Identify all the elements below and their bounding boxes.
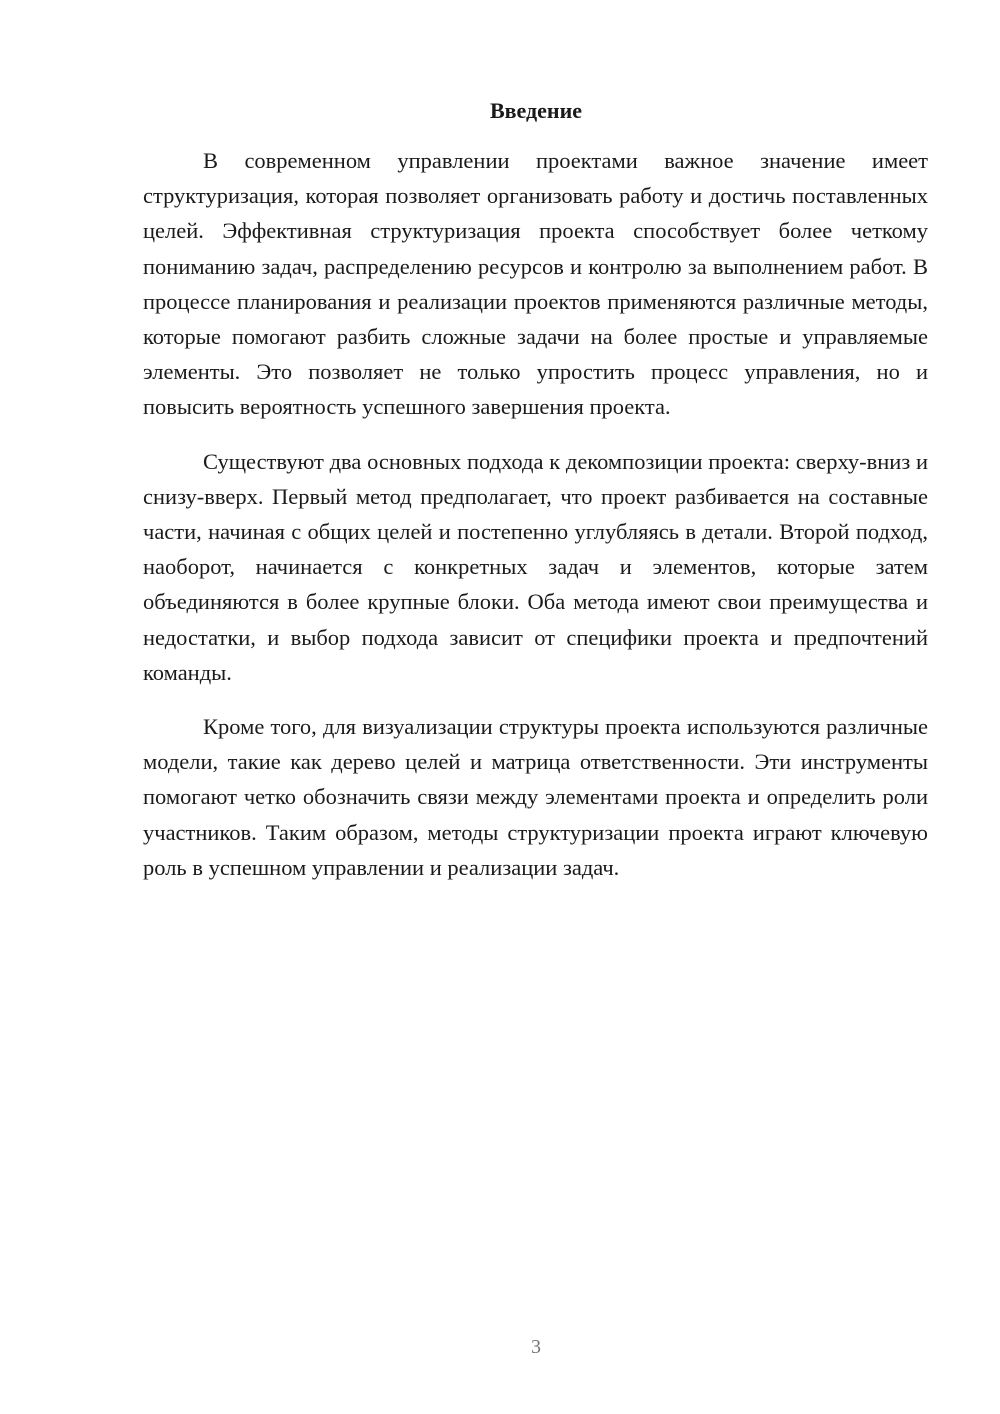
body-text	[143, 143, 928, 885]
paragraph-3: Кроме того, для визуализации структуры проекта используются различные модели, такие как дерево целей и матрица ответственности. Эти инструменты помогают четко обозначить связи между элементами проекта и определить роли участников. Таким образом, методы структуризации проекта играют ключевую роль в успешном управлении и реализации задач.	[143, 714, 928, 880]
paragraph-2: Существуют два основных подхода к декомпозиции проекта: сверху-вниз и снизу-вверх. Первый метод предполагает, что проект разбивается на составные части, начиная с общих целей и постепенно углубляясь в детали. Второй подход, наоборот, начинается с конкретных задач и элементов, которые затем объединяются в более крупные блоки. Оба метода имеют свои преимущества и недостатки, и выбор подхода зависит от специфики проекта и предпочтений команды.	[143, 448, 928, 685]
page-heading: Введение	[489, 98, 583, 123]
paragraph-1: В современном управлении проектами важное значение имеет структуризация, которая позволяет организовать работу и достичь поставленных целей. Эффективная структуризация проекта способствует более четкому пониманию задач, распределению ресурсов и контролю за выполнением работ. В процессе планирования и реализации проектов применяются различные методы, которые помогают разбить сложные задачи на более простые и управляемые элементы. Это позволяет не только упростить процесс управления, но и повысить вероятность успешного завершения проекта.	[143, 148, 928, 420]
page-number: 3	[531, 1336, 541, 1358]
